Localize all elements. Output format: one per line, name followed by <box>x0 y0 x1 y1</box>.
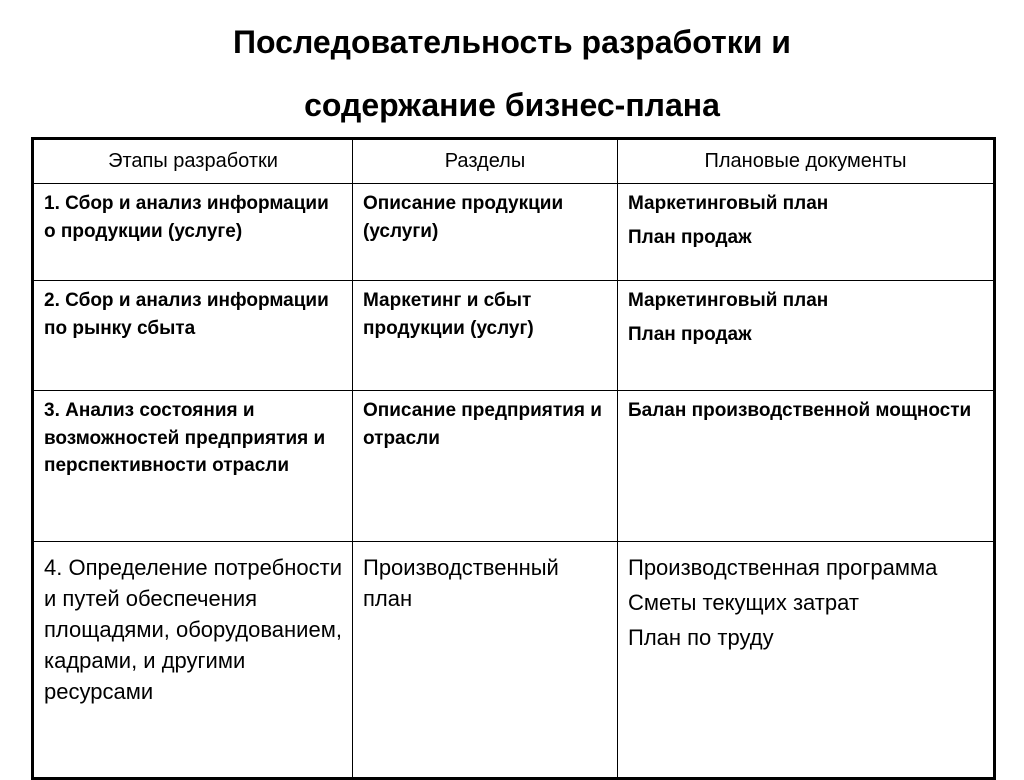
page-title-line-1: Последовательность разработки и <box>233 24 791 60</box>
document-item: План продаж <box>628 226 752 248</box>
table-row <box>33 281 995 391</box>
section-cell <box>353 281 618 391</box>
stage-text: 1. Сбор и анализ информации о продукции (услуге) <box>44 193 329 242</box>
stage-text: 2. Сбор и анализ информации по рынку сбыта <box>44 290 329 339</box>
document-item: План продаж <box>628 323 752 345</box>
document-item: Сметы текущих затрат <box>628 590 859 615</box>
document-item: Балан производственной мощности <box>628 400 972 421</box>
table-header-row <box>33 139 995 184</box>
document-item: Производственная программа <box>628 555 938 580</box>
document-item: Маркетинговый план <box>628 290 829 311</box>
stage-cell <box>33 281 353 391</box>
stage-text: 3. Анализ состояния и возможностей предприятия и перспективности отрасли <box>44 400 326 476</box>
stage-cell <box>33 542 353 779</box>
stage-cell <box>33 184 353 281</box>
page-title-line-2: содержание бизнес-плана <box>304 87 720 123</box>
section-text: Описание предприятия и отрасли <box>363 400 602 449</box>
section-cell <box>353 184 618 281</box>
documents-cell <box>618 281 995 391</box>
table-row <box>33 542 995 779</box>
stage-text: 4. Определение потребности и путей обеспечения площадями, оборудованием, кадрами, и другими ресурсами <box>44 555 342 704</box>
document-item: План по труду <box>628 625 774 650</box>
section-text: Маркетинг и сбыт продукции (услуг) <box>363 290 534 339</box>
header-documents: Плановые документы <box>618 139 995 184</box>
documents-cell <box>618 391 995 542</box>
business-plan-table <box>31 137 996 780</box>
documents-cell <box>618 542 995 779</box>
stage-cell <box>33 391 353 542</box>
section-cell <box>353 542 618 779</box>
header-sections: Разделы <box>353 139 618 184</box>
section-text: Производственный план <box>363 555 559 611</box>
section-text: Описание продукции (услуги) <box>363 193 564 242</box>
table-row <box>33 184 995 281</box>
section-cell <box>353 391 618 542</box>
header-stages: Этапы разработки <box>33 139 353 184</box>
table-row <box>33 391 995 542</box>
documents-cell <box>618 184 995 281</box>
document-item: Маркетинговый план <box>628 193 829 214</box>
